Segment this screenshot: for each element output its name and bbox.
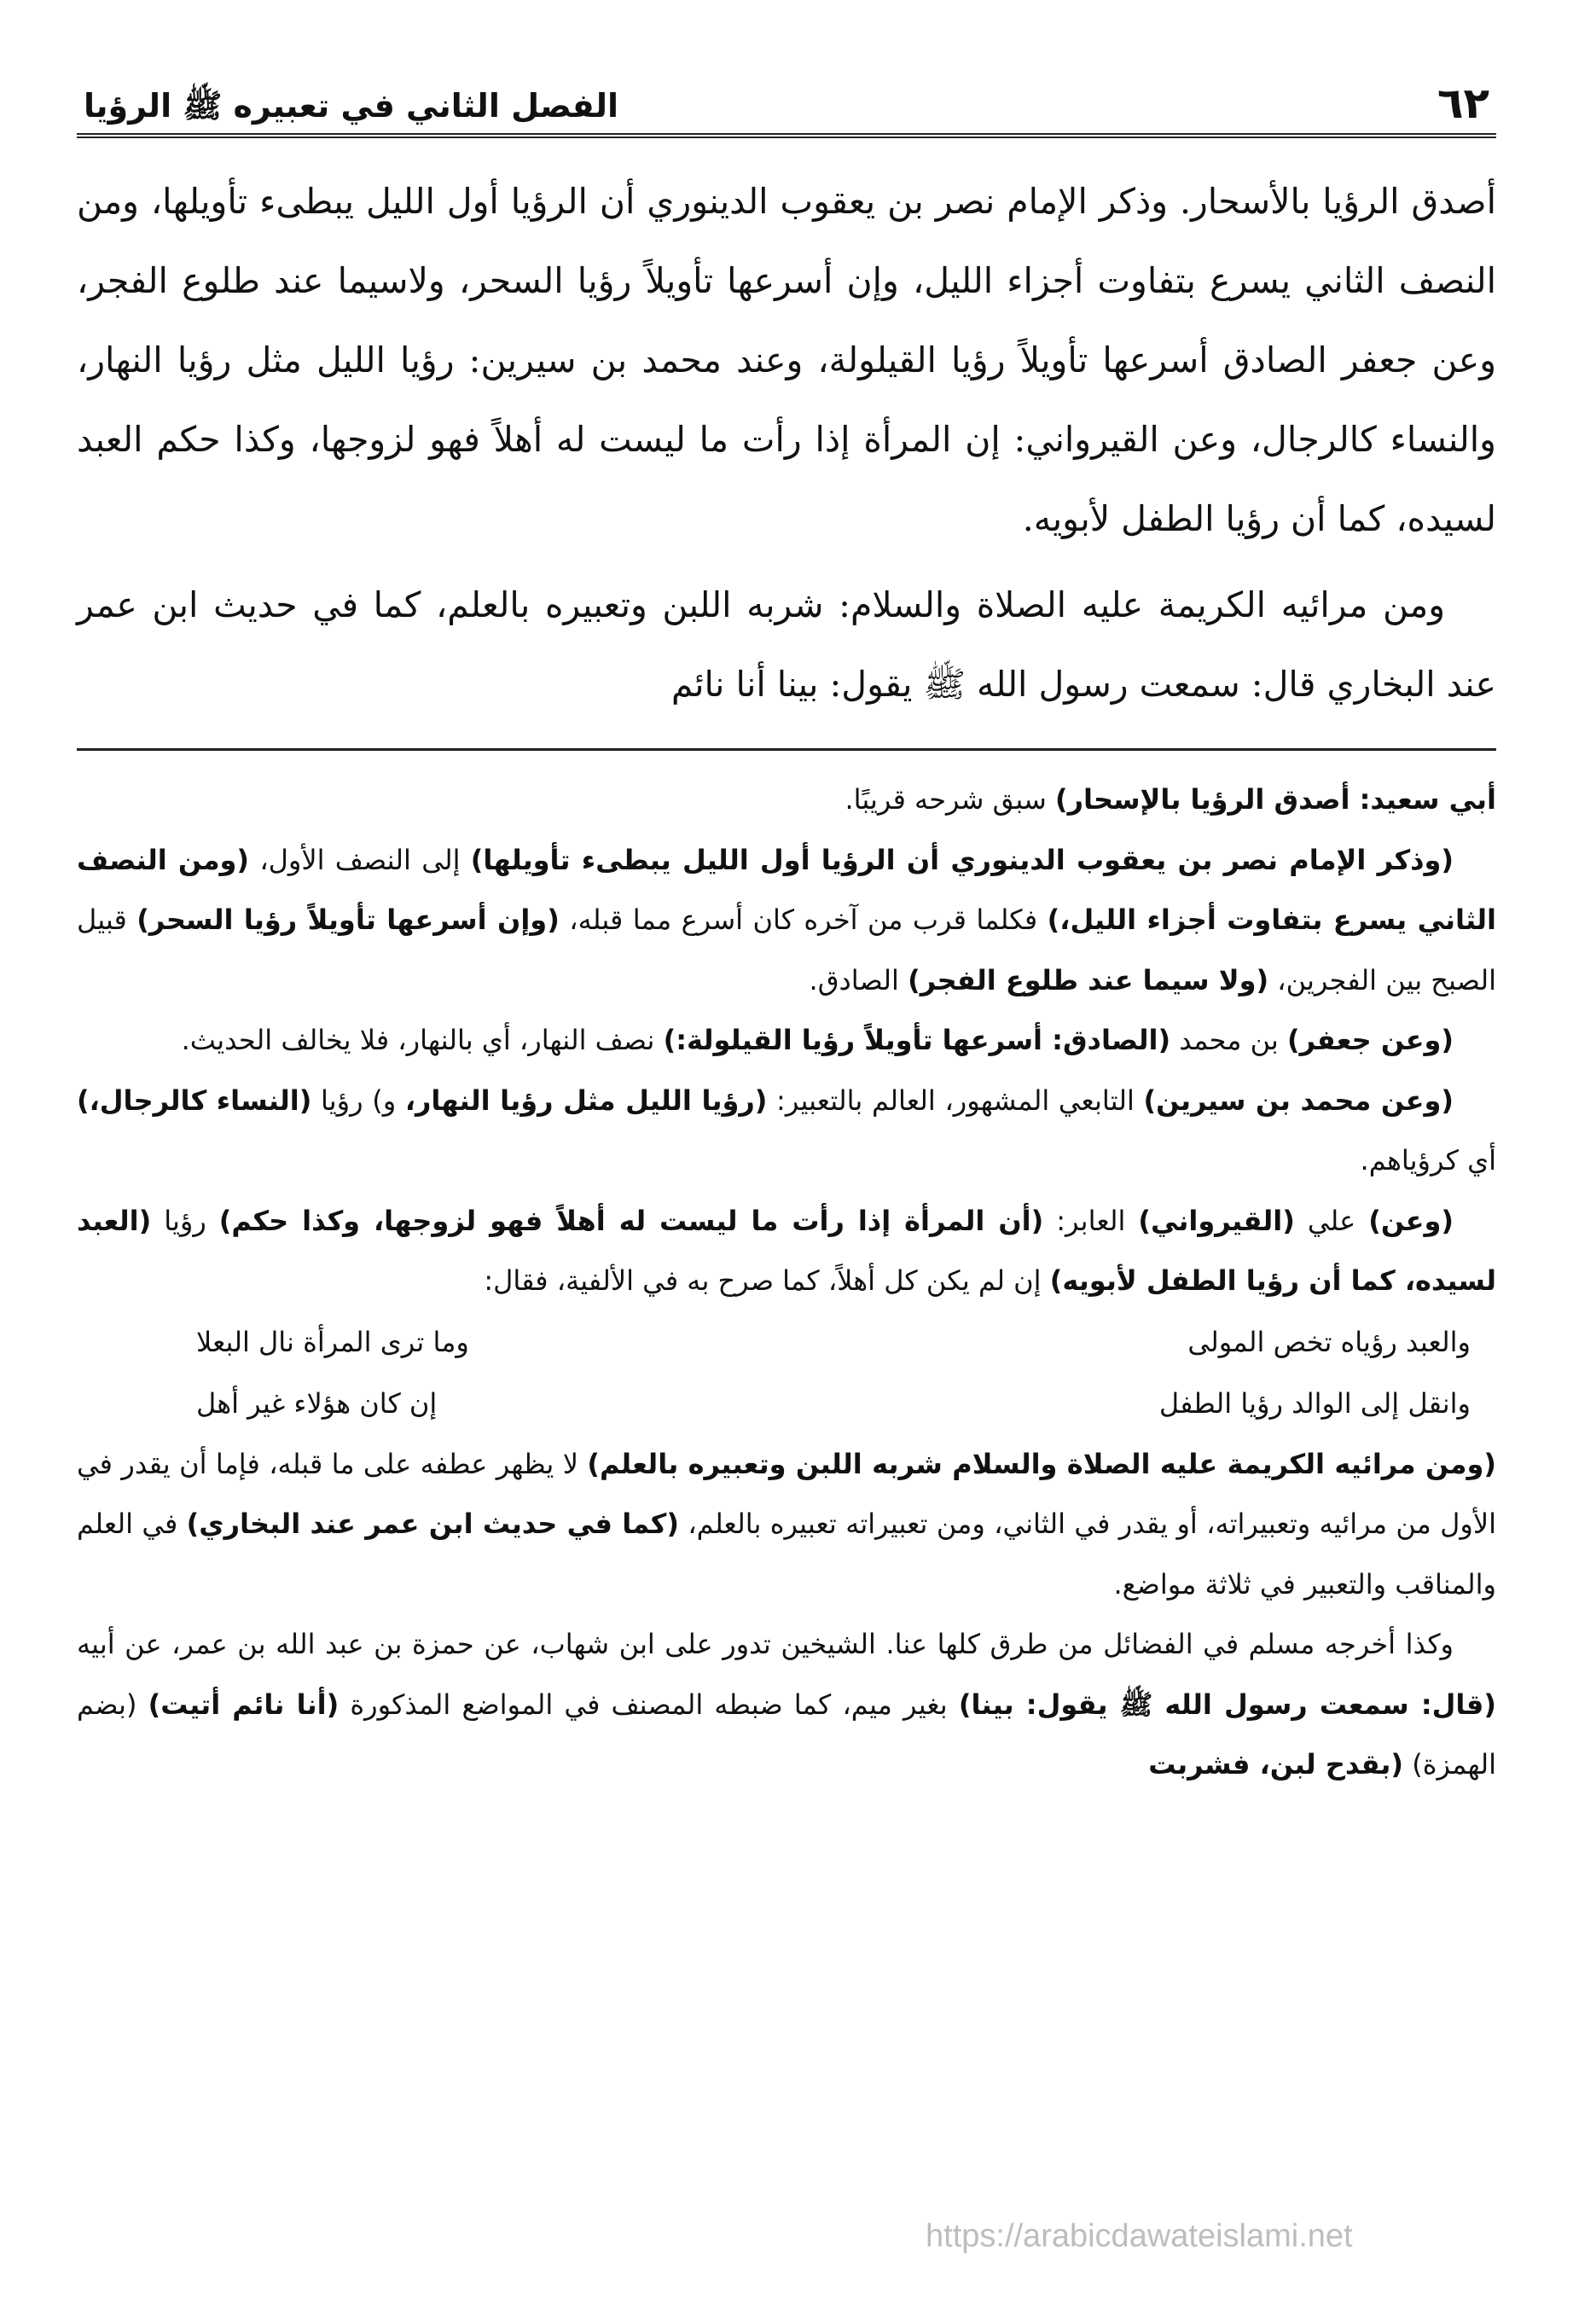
commentary-text: رؤيا [151,1204,219,1237]
commentary-paragraph [77,1434,1496,1615]
commentary-text: العابر: [1043,1204,1139,1237]
text-divider [77,748,1496,751]
main-text-paragraph: أصدق الرؤيا بالأسحار. وذكر الإمام نصر بن يعقوب الدينوري أن الرؤيا أول الليل يبطىء تأويلها، ومن النصف الثاني يسرع بتفاوت أجزاء الليل، وإن أسرعها تأويلاً رؤيا السحر، ولاسيما عند طلوع الفجر، وعن جعفر الصادق أسرعها تأويلاً رؤيا القيلولة، وعند محمد بن سيرين: رؤيا الليل مثل رؤيا النهار، والنساء كالرجال، وعن القيرواني: إن المرأة إذا رأت ما ليست له أهلاً فهو لزوجها، وكذا حكم العبد لسيده، كما أن رؤيا الطفل لأبويه. [77,181,1496,539]
poem-hemistich: إن كان هؤلاء غير أهل [196,1386,438,1420]
poem-verse [196,1373,1471,1434]
commentary-quote: (ومن مرائيه الكريمة عليه الصلاة والسلام شربه اللبن وتعبيره بالعلم) [587,1447,1496,1480]
commentary-text: إلى النصف الأول، [249,843,471,876]
commentary-quote: (الصادق: أسرعها تأويلاً رؤيا القيلولة:) [663,1024,1171,1056]
commentary-paragraph [77,1071,1496,1191]
commentary-quote: (ومن النصف الثاني يسرع بتفاوت أجزاء الليل،) [77,843,1497,936]
commentary-text: و) رؤيا [311,1084,405,1117]
commentary-text: فكلما قرب من آخره كان أسرع مما قبله، [559,903,1048,936]
commentary-text: التابعي المشهور، العالم بالتعبير: [767,1084,1144,1117]
commentary-quote: (النساء كالرجال،) [77,1084,312,1117]
main-text-paragraph: ومن مرائيه الكريمة عليه الصلاة والسلام: شربه اللبن وتعبيره بالعلم، كما في حديث ابن عمر عند البخاري قال: سمعت رسول الله ﷺ يقول: بينا أنا نائم [77,584,1496,705]
page-number: ٦٢ [1437,78,1489,128]
commentary-text: وكذا أخرجه مسلم في الفضائل من طرق كلها عنا. الشيخين تدور على ابن شهاب، عن حمزة بن عبد الله بن عمر، عن أبيه [77,1628,1454,1660]
commentary-text: بغير ميم، كما ضبطه المصنف في المواضع المذكورة [339,1688,959,1721]
running-title: الفصل الثاني في تعبيره ﷺ الرؤيا [84,87,619,125]
commentary-paragraph [77,1010,1496,1071]
commentary-text: بن محمد [1170,1024,1287,1056]
commentary-text: قبيل الصبح بين الفجرين، [77,903,1496,996]
poem [77,1311,1496,1434]
commentary-quote: (رؤيا الليل مثل رؤيا النهار، [404,1084,768,1117]
commentary-text: أي كرؤياهم. [1360,1144,1496,1177]
commentary-quote: (وعن جعفر) [1287,1024,1454,1056]
commentary-quote: (وإن أسرعها تأويلاً رؤيا السحر) [136,903,560,936]
page-header [77,60,1496,138]
commentary-text: إن لم يكن كل أهلاً، كما صرح به في الألفية، فقال: [484,1264,1050,1297]
poem-hemistich: وما ترى المرأة نال البعلا [196,1325,469,1358]
poem-hemistich: وانقل إلى الوالد رؤيا الطفل [1158,1386,1471,1420]
commentary-quote: (وعن محمد بن سيرين) [1143,1084,1454,1117]
commentary-quote: (وعن) [1368,1204,1454,1237]
commentary-text: في العلم والمناقب والتعبير في ثلاثة مواضع. [77,1508,1496,1601]
commentary-paragraph [77,770,1496,830]
main-text [77,162,1496,724]
poem-hemistich: والعبد رؤياه تخص المولى [1187,1325,1471,1358]
commentary-paragraph [77,1191,1496,1311]
commentary-quote: (قال: سمعت رسول الله ﷺ يقول: بينا) [958,1688,1497,1721]
commentary-text: الصادق. [809,963,908,996]
commentary-text: نصف النهار، أي بالنهار، فلا يخالف الحديث. [181,1024,664,1056]
poem-verse [196,1311,1471,1373]
commentary-quote: (القيرواني) [1138,1204,1295,1237]
commentary-text: لا يظهر عطفه على ما قبله، فإما أن يقدر في الأول من مرائيه وتعبيراته، أو يقدر في الثاني، ومن تعبيراته تعبيره بالعلم، [77,1447,1497,1540]
commentary-quote: (العبد لسيده، كما أن رؤيا الطفل لأبويه) [77,1204,1496,1297]
watermark-url: https://arabicdawateislami.net [926,2218,1353,2254]
commentary-paragraph [77,830,1496,1011]
commentary [77,770,1496,1795]
commentary-text: سبق شرحه قريبًا. [845,783,1055,816]
commentary-quote: (أنا نائم أتيت) [148,1688,340,1721]
book-page [77,60,1496,2261]
commentary-quote: أبي سعيد: أصدق الرؤيا بالإسحار) [1054,783,1496,816]
commentary-quote: (بقدح لبن، فشربت [1148,1748,1404,1781]
commentary-quote: (وذكر الإمام نصر بن يعقوب الدينوري أن الرؤيا أول الليل يبطىء تأويلها) [470,843,1454,876]
commentary-quote: (ولا سيما عند طلوع الفجر) [908,963,1269,996]
commentary-quote: (أن المرأة إذا رأت ما ليست له أهلاً فهو لزوجها، وكذا حكم) [218,1204,1044,1237]
commentary-quote: (كما في حديث ابن عمر عند البخاري) [186,1508,679,1540]
commentary-text: (بضم الهمزة) [77,1688,1496,1781]
commentary-text: علي [1294,1204,1369,1237]
commentary-paragraph [77,1614,1496,1795]
